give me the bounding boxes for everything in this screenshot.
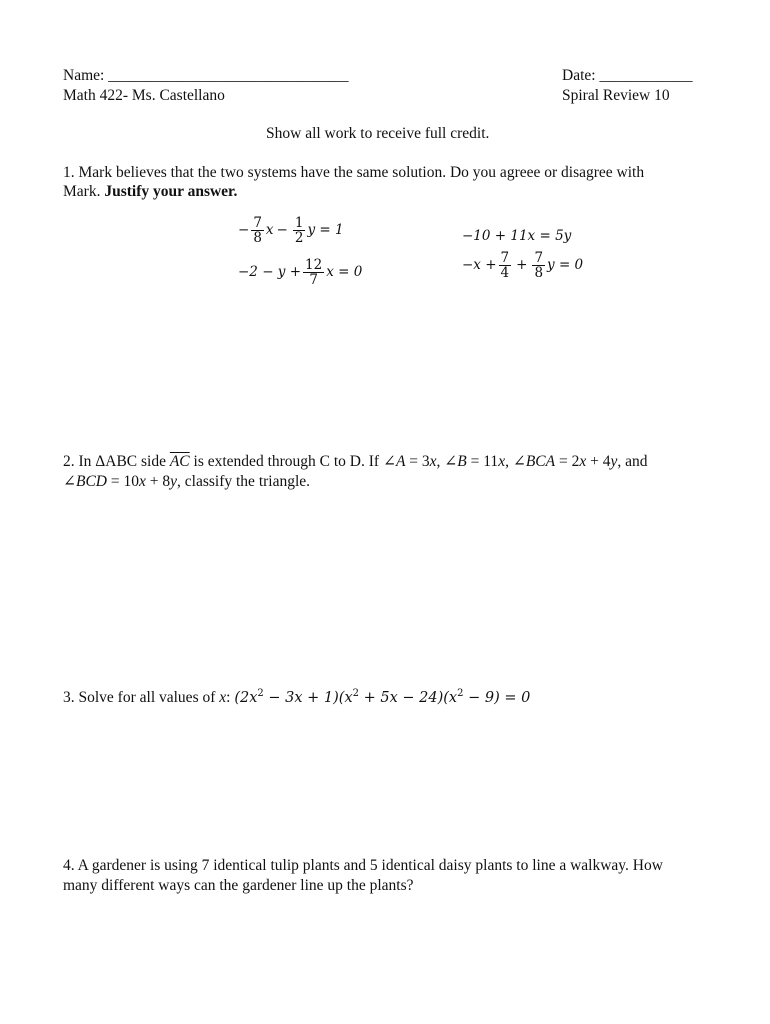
fraction-7-8: $\frac{7}{8}$ — [253, 214, 262, 246]
name-field-label: Name: _______________________________ — [63, 67, 349, 84]
question-1-text — [63, 163, 644, 182]
system-2-equation-2: −x + $\frac{7}{4}$ + $\frac{7}{8}$ y = 0 — [462, 249, 584, 281]
system-1-equation-2: −2 − y + $\frac{12}{7}$ x = 0 — [238, 256, 363, 288]
question-4-text: 4. A gardener is using 7 identical tulip plants and 5 identical daisy plants to line a walkway. How — [63, 857, 663, 874]
question-2-text: 2. In ΔABC side $\overline{AC}$ is extended through C to D. If ∠A = 3x, ∠B = 11x, ∠BCA = 2x + 4y, and — [63, 453, 648, 470]
fraction-12-7: $\frac{12}{7}$ — [305, 256, 323, 288]
question-1-line-a: 1. Mark believes that the two systems have the same solution. Do you agreee or disagree with — [63, 164, 645, 181]
date-field-label: Date: ____________ — [562, 67, 693, 84]
question-4-text-cont: many different ways can the gardener line up the plants? — [63, 877, 414, 894]
question-2-text-cont: ∠BCD = 10x + 8y, classify the triangle. — [63, 473, 311, 490]
system-1-equation-1: − $\frac{7}{8}$ x − $\frac{1}{2}$ y = 1 — [238, 214, 344, 246]
question-3-equation: $(2x^2 - 3x + 1)(x^2 + 5x - 24)(x^2 - 9) = 0$ — [234, 688, 531, 706]
course-label: Math 422- Ms. Castellano — [63, 87, 225, 104]
question-3-text: 3. Solve for all values of x: $(2x^2 - 3x + 1)(x^2 + 5x - 24)(x^2 - 9) = 0$ — [63, 688, 531, 706]
segment-ac: $\overline{AC}$ — [169, 453, 190, 470]
system-2-equation-1: −10 + 11x = 5y — [462, 228, 572, 244]
fraction-1-2: $\frac{1}{2}$ — [294, 214, 304, 246]
justify-emphasis: Justify your answer. — [104, 183, 238, 200]
instructions: Show all work to receive full credit. — [266, 125, 490, 142]
fraction-7-4: $\frac{7}{4}$ — [500, 249, 510, 281]
question-1-text-cont — [63, 182, 237, 201]
fraction-7-8-b: $\frac{7}{8}$ — [534, 249, 544, 281]
worksheet-title: Spiral Review 10 — [562, 87, 670, 104]
question-1-line-b: Mark. — [63, 183, 105, 200]
